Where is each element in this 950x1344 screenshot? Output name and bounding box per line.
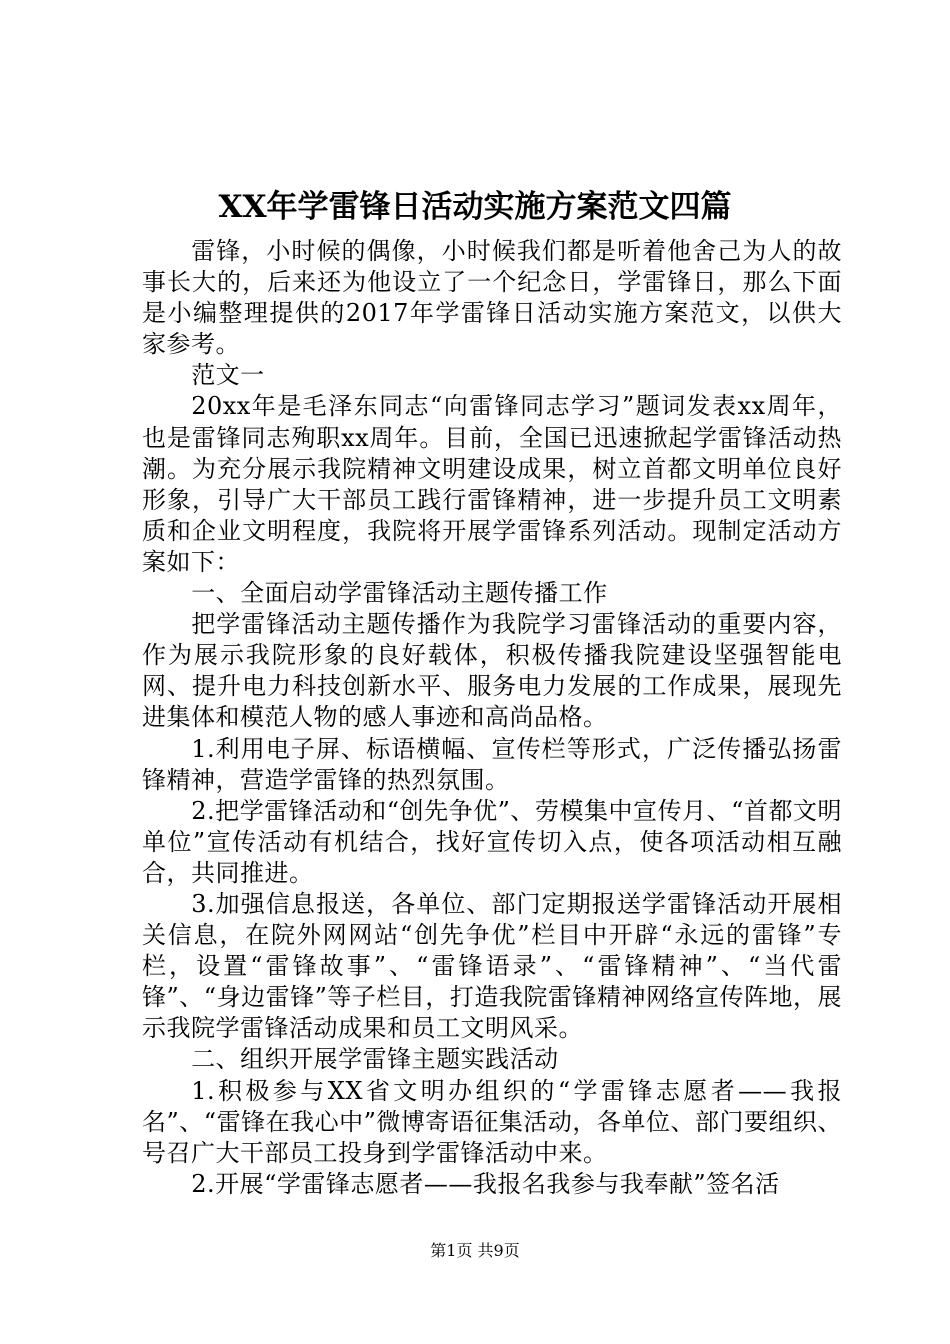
section-heading-1: 一、全面启动学雷锋活动主题传播工作 (191, 579, 608, 608)
list-item-1-2: 2.把学雷锋活动和“创先争优”、劳模集中宣传月、“首都文明单位”宣传活动有机结合，找好宣传切入点，使各项活动相互融合，共同推进。 (142, 796, 842, 887)
paragraph-intro: 雷锋，小时候的偶像，小时候我们都是听着他舍己为人的故事长大的，后来还为他设立了一个纪念日，学雷锋日，那么下面是小编整理提供的2017年学雷锋日活动实施方案范文，以供大家参考。 (142, 237, 842, 359)
page-footer: 第1页 共9页 (430, 1241, 520, 1260)
document-title: XX年学雷锋日活动实施方案范文四篇 (218, 189, 732, 225)
paragraph-section-1: 把学雷锋活动主题传播作为我院学习雷锋活动的重要内容，作为展示我院形象的良好载体，积极传播我院建设坚强智能电网、提升电力科技创新水平、服务电力发展的工作成果，展现先进集体和模范人物的感人事迹和高尚品格。 (142, 610, 842, 732)
paragraph-background: 20xx年是毛泽东同志“向雷锋同志学习”题词发表xx周年，也是雷锋同志殉职xx周年。目前，全国已迅速掀起学雷锋活动热潮。为充分展示我院精神文明建设成果，树立首都文明单位良好形象，引导广大干部员工践行雷锋精神，进一步提升员工文明素质和企业文明程度，我院将开展学雷锋系列活动。现制定活动方案如下： (142, 392, 842, 576)
list-item-2-1: 1.积极参与XX省文明办组织的“学雷锋志愿者——我报名”、“雷锋在我心中”微博寄语征集活动，各单位、部门要组织、号召广大干部员工投身到学雷锋活动中来。 (142, 1076, 842, 1167)
list-item-1-1: 1.利用电子屏、标语横幅、宣传栏等形式，广泛传播弘扬雷锋精神，营造学雷锋的热烈氛围。 (142, 734, 842, 794)
paragraph-sample-heading: 范文一 (191, 361, 265, 390)
list-item-1-3: 3.加强信息报送，各单位、部门定期报送学雷锋活动开展相关信息，在院外网网站“创先争优”栏目中开辟“永远的雷锋”专栏，设置“雷锋故事”、“雷锋语录”、“雷锋精神”、“当代雷锋”、“身边雷锋”等子栏目，打造我院雷锋精神网络宣传阵地，展示我院学雷锋活动成果和员工文明风采。 (142, 889, 842, 1043)
document-body (142, 236, 842, 1200)
list-item-2-2: 2.开展“学雷锋志愿者——我报名我参与我奉献”签名活 (191, 1169, 780, 1198)
section-heading-2: 二、组织开展学雷锋主题实践活动 (191, 1045, 559, 1074)
